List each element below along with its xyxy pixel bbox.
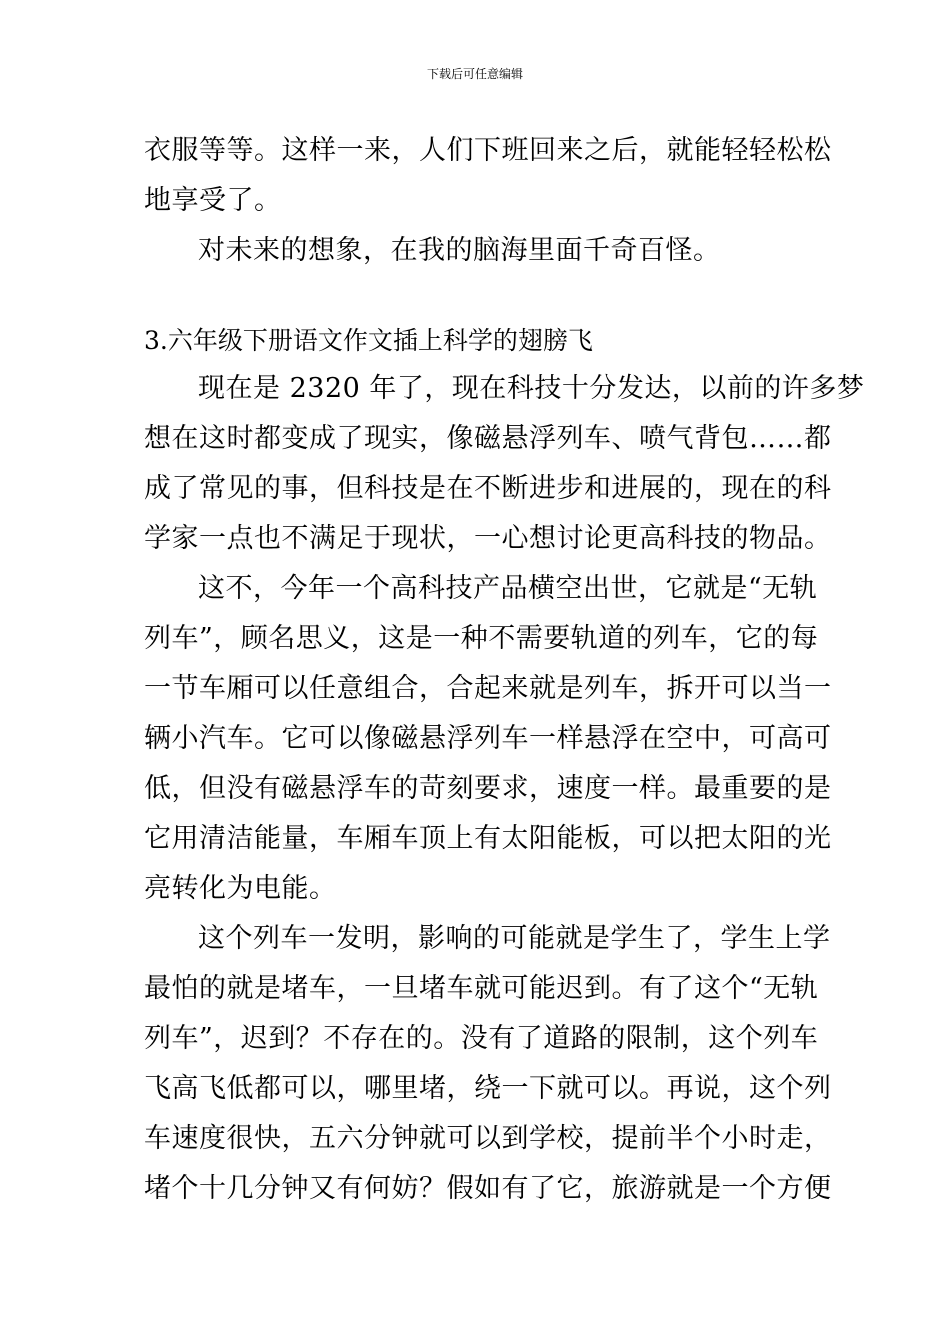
paragraph-spacer xyxy=(144,276,807,318)
page-header: 下载后可任意编辑 xyxy=(426,67,523,81)
text-line: 堵个十几分钟又有何妨？假如有了它，旅游就是一个方便 xyxy=(144,1173,832,1204)
text-line: 最怕的就是堵车，一旦堵车就可能迟到。有了这个“无轨 xyxy=(144,973,819,1004)
text-line: 亮转化为电能。 xyxy=(144,873,337,904)
text-line: 它用清洁能量，车厢车顶上有太阳能板，可以把太阳的光 xyxy=(144,823,832,854)
text-line: 对未来的想象，在我的脑海里面千奇百怪。 xyxy=(198,235,721,266)
text-line: 列车”，顾名思义，这是一种不需要轨道的列车，它的每 xyxy=(144,623,819,654)
text-line: 飞高飞低都可以，哪里堵，绕一下就可以。再说，这个列 xyxy=(144,1073,832,1104)
section-title: 3.六年级下册语文作文插上科学的翅膀飞 xyxy=(144,326,593,355)
text-line: 列车”，迟到？不存在的。没有了道路的限制，这个列车 xyxy=(144,1023,819,1054)
text-line: 衣服等等。这样一来，人们下班回来之后，就能轻轻松松 xyxy=(144,135,832,166)
text-line: 一节车厢可以任意组合，合起来就是列车，拆开可以当一 xyxy=(144,673,832,704)
document-body xyxy=(144,126,865,1214)
text-line: 成了常见的事，但科技是在不断进步和进展的，现在的科 xyxy=(144,473,832,504)
text-line: 这不，今年一个高科技产品横空出世，它就是“无轨 xyxy=(198,573,818,604)
text-line: 辆小汽车。它可以像磁悬浮列车一样悬浮在空中，可高可 xyxy=(144,723,832,754)
text-line: 车速度很快，五六分钟就可以到学校，提前半个小时走， xyxy=(144,1123,832,1154)
text-line: 想在这时都变成了现实，像磁悬浮列车、喷气背包……都 xyxy=(144,423,832,454)
text-line: 现在是 2320 年了，现在科技十分发达，以前的许多梦 xyxy=(198,373,865,404)
text-line: 这个列车一发明，影响的可能就是学生了，学生上学 xyxy=(198,923,831,954)
text-line: 低，但没有磁悬浮车的苛刻要求，速度一样。最重要的是 xyxy=(144,773,832,804)
text-line: 地享受了。 xyxy=(144,185,282,216)
text-line: 学家一点也不满足于现状，一心想讨论更高科技的物品。 xyxy=(144,523,832,554)
